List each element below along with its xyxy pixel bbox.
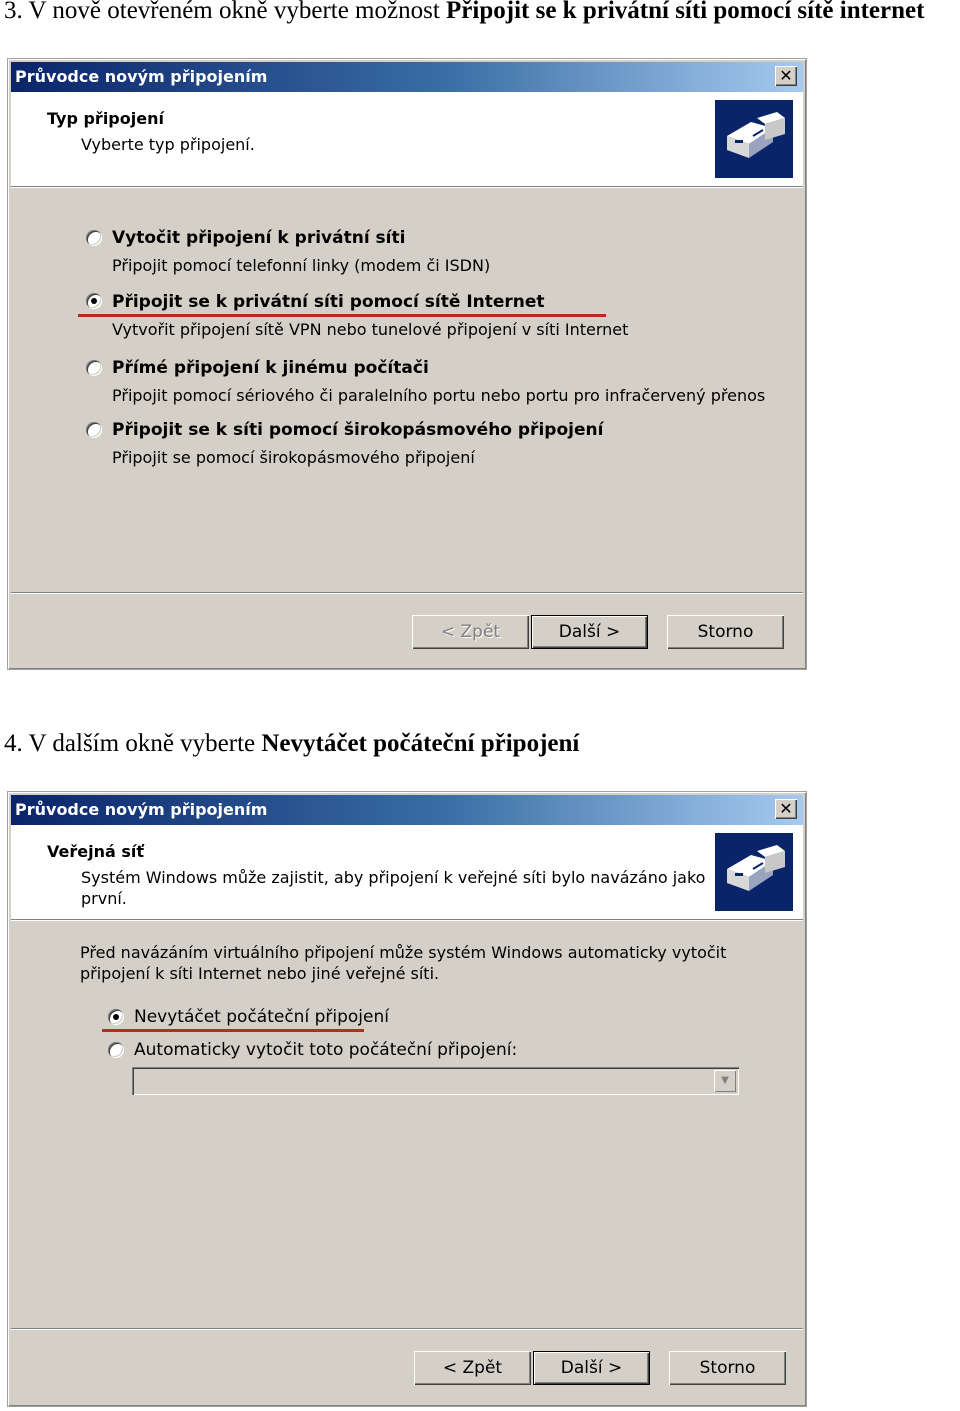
window-title: Průvodce novým připojením [15,800,268,819]
header-subtitle-line2: první. [81,889,127,908]
close-button[interactable] [775,66,797,86]
option-desc-vpn-internet: Vytvořit připojení sítě VPN nebo tunelové připojení v síti Internet [112,320,629,339]
window-title: Průvodce novým připojením [15,67,268,86]
button-separator [11,592,803,593]
header-subtitle-line1: Systém Windows může zajistit, aby připojení k veřejné síti bylo navázáno jako [81,868,706,887]
option-label-vpn-internet: Připojit se k privátní síti pomocí sítě Internet [112,292,545,312]
radio-broadband[interactable] [86,422,102,438]
next-button[interactable]: Další > [533,1351,650,1385]
new-connection-wizard-dialog-step4 [7,791,807,1407]
step4-caption: 4. V dalším okně vyberte Nevytáčet počáteční připojení [4,730,580,757]
option-desc-broadband: Připojit se pomocí širokopásmového připojení [112,448,475,467]
description-line1: Před navázáním virtuálního připojení může systém Windows automaticky vytočit [80,943,727,962]
option-label-direct-connection: Přímé připojení k jinému počítači [112,358,429,378]
highlight-underline [102,1029,364,1032]
header-subtitle: Vyberte typ připojení. [81,135,255,154]
radio-vpn-internet[interactable] [86,293,102,309]
option-desc-dial-private: Připojit pomocí telefonní linky (modem či ISDN) [112,256,491,275]
description-line2: připojení k síti Internet nebo jiné veřejné síti. [80,964,440,983]
radio-direct-connection[interactable] [86,360,102,376]
header-title: Typ připojení [47,109,164,128]
button-separator [11,1328,803,1329]
radio-selected-dot [91,298,97,304]
option-label-auto-dial: Automaticky vytočit toto počáteční připojení: [134,1040,518,1060]
wizard-network-icon [715,100,793,178]
close-button[interactable] [775,799,797,819]
radio-no-initial-dial[interactable] [108,1009,124,1025]
initial-connection-combo[interactable] [132,1067,739,1095]
title-bar [11,795,803,825]
radio-auto-dial[interactable] [108,1042,124,1058]
option-label-dial-private: Vytočit připojení k privátní síti [112,228,406,248]
header-title: Veřejná síť [47,842,144,861]
option-desc-direct-connection: Připojit pomocí sériového či paralelního portu nebo portu pro infračervený přenos [112,386,766,405]
radio-selected-dot [113,1014,119,1020]
back-button[interactable]: < Zpět [414,1351,531,1385]
radio-dial-private[interactable] [86,230,102,246]
cancel-button[interactable]: Storno [669,1351,786,1385]
highlight-underline [78,314,606,317]
next-button[interactable]: Další > [531,615,648,649]
cancel-button[interactable]: Storno [667,615,784,649]
wizard-network-icon [715,833,793,911]
step3-caption: 3. V nově otevřeném okně vyberte možnost Připojit se k privátní síti pomocí sítě internet [4,0,925,24]
wizard-header [11,92,803,187]
combo-arrow-icon[interactable]: ▼ [714,1070,736,1092]
wizard-header [11,825,803,920]
close-icon: ✕ [779,799,793,818]
new-connection-wizard-dialog-step3 [7,58,807,670]
title-bar [11,62,803,92]
option-label-broadband: Připojit se k síti pomocí širokopásmového připojení [112,420,604,440]
close-icon: ✕ [779,66,793,85]
back-button[interactable]: < Zpět [412,615,529,649]
option-label-no-initial-dial: Nevytáčet počáteční připojení [134,1007,389,1027]
